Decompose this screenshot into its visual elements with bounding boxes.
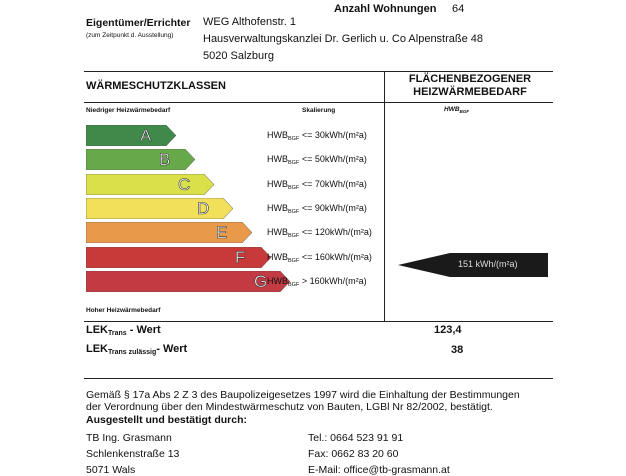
legal-text-line1: Gemäß § 17a Abs 2 Z 3 des Baupolizeigesetzes 1997 wird die Einhaltung der Bestimmungen [86,389,520,401]
class-bar-e [86,222,252,243]
top-rule [84,71,553,72]
hwb-indicator-arrow [398,253,548,277]
class-letter-e: E [216,223,228,242]
issuer-email: E-Mail: office@tb-grasmann.at [308,464,450,476]
lek-trans-label: LEKTrans - Wert [86,324,161,337]
indicator-value: 151 kWh/(m²a) [458,259,518,269]
issuer-street: Schlenkenstraße 13 [86,448,180,460]
high-demand-label: Hoher Heizwärmebedarf [86,307,161,314]
class-bar-d [86,198,233,219]
class-limit-d: $HWB_{BGF} <= 90kWh/(m^2a)$ [267,203,367,215]
issued-by-label: Ausgestellt und bestätigt durch: [86,414,248,426]
class-letter-d: D [197,199,210,218]
issuer-name: TB Ing. Grasmann [86,432,172,444]
issuer-phone: Tel.: 0664 523 91 91 [308,432,404,444]
header-rule [84,102,553,103]
low-demand-label: Niedriger Heizwärmebedarf [86,107,171,114]
right-title-line2: HEIZWÄRMEBEDARF [413,86,527,98]
class-bar-g [86,271,290,292]
footer-rule [84,378,553,379]
issuer-fax: Fax: 0662 83 20 60 [308,448,399,460]
legal-text-line2: der Verordnung über den Mindestwärmeschutz von Bauten, LGBl Nr 82/2002, bestätigt. [86,401,493,413]
class-letter-f: F [235,248,246,267]
right-title-line1: FLÄCHENBEZOGENER [408,73,532,85]
hwb-unit-label: $HWB_{BGF}$ [444,106,470,114]
lek-zulaessig-label: LEKTrans zulässig- Wert [86,343,188,356]
column-divider [384,71,385,322]
class-limit-b: $HWB_{BGF} <= 50kWh/(m^2a)$ [267,154,367,166]
anzahl-wohnungen-value: 64 [452,3,465,15]
class-letter-g: G [254,272,268,291]
class-limit-e: $HWB_{BGF} <= 120kWh/(m^2a)$ [267,227,372,239]
classes-title: WÄRMESCHUTZKLASSEN [86,80,226,92]
class-bar-c [86,174,214,195]
class-bar-a [86,125,176,146]
class-letter-a: A [140,126,152,145]
owner-label: Eigentümer/Errichter [86,17,191,29]
owner-line-3: 5020 Salzburg [203,50,274,62]
bottom-rule [84,321,553,322]
class-letter-b: B [159,150,171,169]
class-letter-c: C [178,175,191,194]
lek-trans-value: 123,4 [434,324,462,336]
anzahl-wohnungen-label: Anzahl Wohnungen [334,3,437,15]
class-bar-b [86,149,195,170]
scale-label: Skalierung [302,107,336,114]
class-limit-c: $HWB_{BGF} <= 70kWh/(m^2a)$ [267,179,367,191]
owner-line-1: WEG Althofenstr. 1 [203,16,296,28]
class-bar-f [86,247,271,268]
class-limit-f: $HWB_{BGF} <= 160kWh/(m^2a)$ [267,252,372,264]
lek-zulaessig-value: 38 [451,344,464,356]
issuer-city: 5071 Wals [86,464,136,476]
owner-sublabel: (zum Zeitpunkt d. Ausstellung) [86,32,174,39]
owner-line-2: Hausverwaltungskanzlei Dr. Gerlich u. Co Alpenstraße 48 [203,33,484,45]
class-limit-g: $HWB_{BGF} > 160kWh/(m^2a)$ [267,276,367,288]
class-limit-a: $HWB_{BGF} <= 30kWh/(m^2a)$ [267,130,367,142]
